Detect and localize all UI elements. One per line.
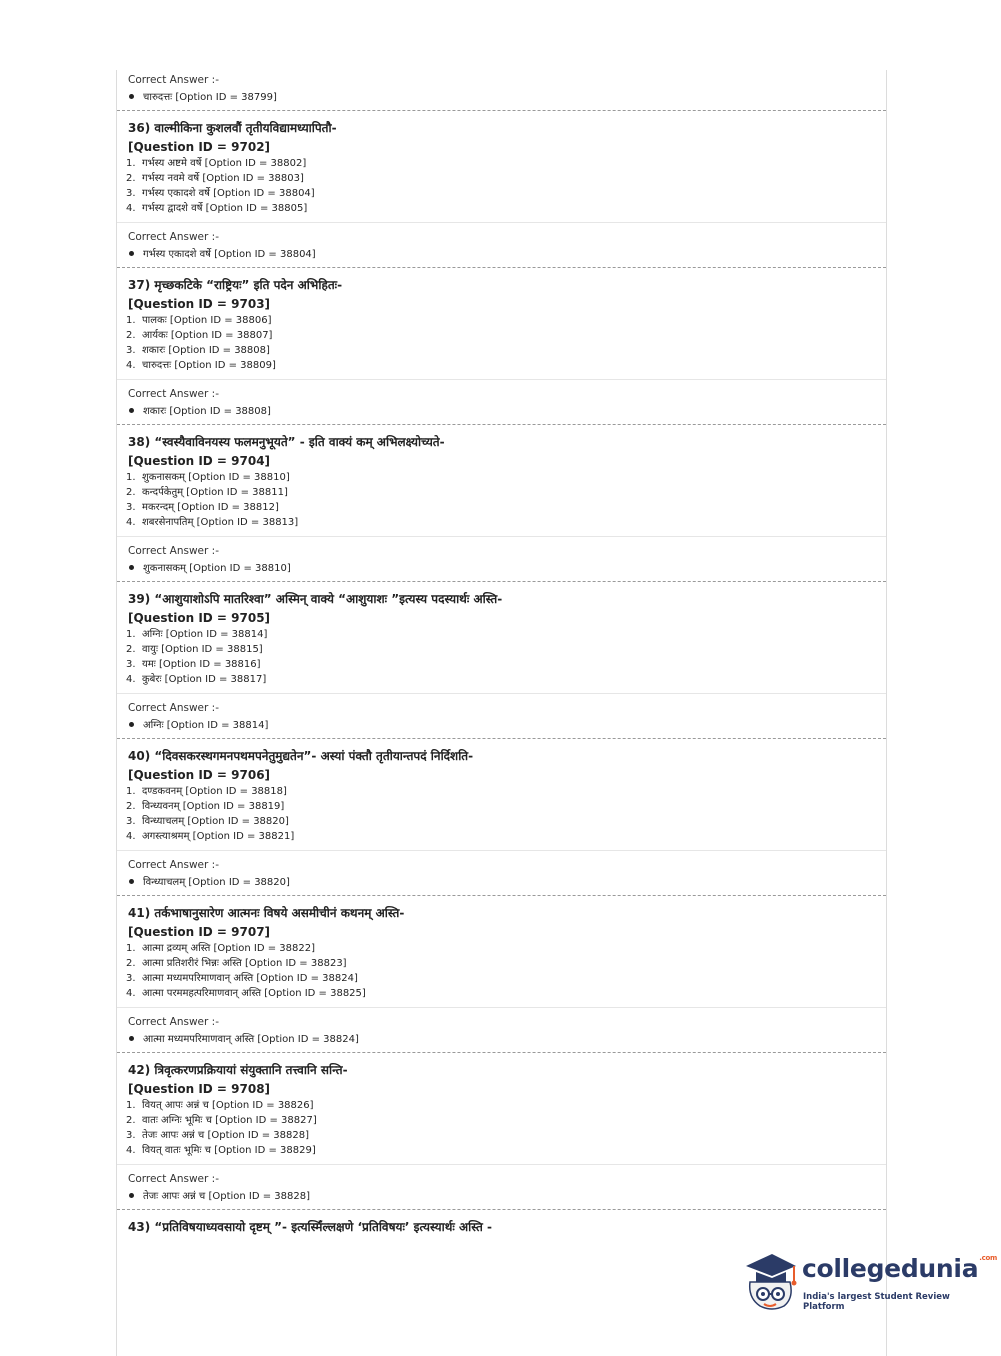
option-text: आत्मा द्रव्यम् अस्ति [Option ID = 38822]	[142, 943, 316, 954]
option-number: 2.	[126, 1115, 136, 1126]
document-page	[116, 70, 887, 1356]
question-id: [Question ID = 9708]	[128, 1082, 271, 1096]
option-text: गर्भस्य एकादशे वर्षे [Option ID = 38804]	[142, 188, 315, 199]
question-41	[117, 896, 886, 1007]
option-number: 3.	[126, 1130, 136, 1141]
correct-answer-label: Correct Answer :-	[128, 545, 219, 557]
answer-text: विन्ध्याचलम् [Option ID = 38820]	[143, 877, 290, 888]
bullet-icon	[129, 1193, 134, 1198]
correct-answer-label: Correct Answer :-	[128, 74, 219, 86]
option-item	[128, 201, 886, 216]
collegedunia-logo	[742, 1248, 997, 1312]
question-title: 36) वाल्मीकिना कुशलवौं तृतीयविद्यामध्यापितौ-	[128, 121, 337, 135]
option-number: 4.	[126, 988, 136, 999]
correct-answer: चारुदत्तः [Option ID = 38799]	[128, 89, 886, 106]
option-item	[128, 358, 886, 373]
option-item	[128, 672, 886, 687]
option-text: गर्भस्य नवमे वर्षे [Option ID = 38803]	[142, 173, 304, 184]
option-item	[128, 313, 886, 328]
option-text: शुकनासकम् [Option ID = 38810]	[142, 472, 290, 483]
answer-text: शुकनासकम् [Option ID = 38810]	[143, 563, 291, 574]
correct-answer-label: Correct Answer :-	[128, 1173, 219, 1185]
option-number: 1.	[126, 472, 136, 483]
option-text: अग्निः [Option ID = 38814]	[142, 629, 268, 640]
option-number: 3.	[126, 973, 136, 984]
question-id: [Question ID = 9707]	[128, 925, 271, 939]
option-number: 3.	[126, 345, 136, 356]
option-text: आर्यकः [Option ID = 38807]	[142, 330, 273, 341]
option-number: 4.	[126, 517, 136, 528]
correct-answer	[128, 403, 886, 420]
answer-block	[117, 537, 886, 581]
question-title: 37) मृच्छकटिके “राष्ट्रियः” इति पदेन अभिहितः-	[128, 278, 343, 292]
option-text: गर्भस्य द्वादशे वर्षे [Option ID = 38805]	[142, 203, 308, 214]
question-id: [Question ID = 9704]	[128, 454, 271, 468]
option-number: 4.	[126, 360, 136, 371]
option-item	[128, 171, 886, 186]
option-number: 3.	[126, 816, 136, 827]
answer-block	[117, 851, 886, 895]
option-text: मकरन्दम् [Option ID = 38812]	[142, 502, 279, 513]
correct-answer-label: Correct Answer :-	[128, 231, 219, 243]
option-text: गर्भस्य अष्टमे वर्षे [Option ID = 38802]	[142, 158, 307, 169]
bullet-icon	[129, 408, 134, 413]
option-text: विन्ध्याचलम् [Option ID = 38820]	[142, 816, 289, 827]
question-37	[117, 268, 886, 379]
correct-answer	[128, 717, 886, 734]
option-item	[128, 814, 886, 829]
option-text: विन्ध्यवनम् [Option ID = 38819]	[142, 801, 285, 812]
option-text: यमः [Option ID = 38816]	[142, 659, 261, 670]
option-number: 4.	[126, 831, 136, 842]
option-text: आत्मा मध्यमपरिमाणवान् अस्ति [Option ID = 38824]	[142, 973, 358, 984]
option-number: 1.	[126, 786, 136, 797]
option-number: 3.	[126, 659, 136, 670]
bullet-icon	[129, 1036, 134, 1041]
option-item	[128, 515, 886, 530]
question-title: 42) त्रिवृत्करणप्रक्रियायां संयुक्तानि तत्त्वानि सन्ति-	[128, 1063, 348, 1077]
option-number: 2.	[126, 958, 136, 969]
option-text: वातः अग्निः भूमिः च [Option ID = 38827]	[142, 1115, 317, 1126]
option-text: पालकः [Option ID = 38806]	[142, 315, 272, 326]
option-item	[128, 156, 886, 171]
option-item	[128, 485, 886, 500]
bullet-icon	[129, 879, 134, 884]
option-item	[128, 941, 886, 956]
correct-answer	[128, 1031, 886, 1048]
question-title: 38) “स्वस्यैवाविनयस्य फलमनुभूयते” - इति वाक्यं कम् अभिलक्ष्योच्यते-	[128, 435, 445, 449]
option-item	[128, 986, 886, 1001]
option-item	[128, 1113, 886, 1128]
option-text: शकारः [Option ID = 38808]	[142, 345, 270, 356]
answer-block-35	[117, 70, 886, 110]
question-title: 43) “प्रतिविषयाध्यवसायो दृष्टम् ”- इत्यस्मिँल्लक्षणे ‘प्रतिविषयः’ इत्यस्यार्थः अस्ति -	[128, 1220, 492, 1234]
answer-block	[117, 1008, 886, 1052]
answer-text: आत्मा मध्यमपरिमाणवान् अस्ति [Option ID = 38824]	[143, 1034, 359, 1045]
option-number: 3.	[126, 188, 136, 199]
correct-answer	[128, 246, 886, 263]
answer-text: शकारः [Option ID = 38808]	[143, 406, 271, 417]
option-item	[128, 1128, 886, 1143]
option-text: अगस्त्याश्रमम् [Option ID = 38821]	[142, 831, 295, 842]
option-text: शबरसेनापतिम् [Option ID = 38813]	[142, 517, 299, 528]
option-number: 2.	[126, 487, 136, 498]
option-number: 2.	[126, 330, 136, 341]
option-text: आत्मा प्रतिशरीरं भिन्नः अस्ति [Option ID = 38823]	[142, 958, 347, 969]
option-number: 1.	[126, 1100, 136, 1111]
question-title: 39) “आशुयाशोऽपि मातरिश्वा” अस्मिन् वाक्ये “आशुयाशः ”इत्यस्य पदस्यार्थः अस्ति-	[128, 592, 503, 606]
question-title: 41) तर्कभाषानुसारेण आत्मनः विषये असमीचीनं कथनम् अस्ति-	[128, 906, 405, 920]
option-item	[128, 829, 886, 844]
option-number: 2.	[126, 801, 136, 812]
mascot-icon	[742, 1252, 798, 1310]
correct-answer-label: Correct Answer :-	[128, 388, 219, 400]
option-text: वायुः [Option ID = 38815]	[142, 644, 263, 655]
option-item	[128, 956, 886, 971]
correct-answer	[128, 1188, 886, 1205]
question-id: [Question ID = 9703]	[128, 297, 271, 311]
option-number: 2.	[126, 644, 136, 655]
option-item	[128, 799, 886, 814]
option-item	[128, 328, 886, 343]
correct-answer	[128, 560, 886, 577]
option-item	[128, 186, 886, 201]
option-item	[128, 343, 886, 358]
bullet-icon	[129, 94, 134, 99]
question-38	[117, 425, 886, 536]
option-text: कन्दर्पकेतुम् [Option ID = 38811]	[142, 487, 288, 498]
logo-brand: collegedunia$^{.com}$	[802, 1254, 997, 1283]
bullet-icon	[129, 565, 134, 570]
correct-answer	[128, 874, 886, 891]
option-number: 4.	[126, 1145, 136, 1156]
option-text: तेजः आपः अन्नं च [Option ID = 38828]	[142, 1130, 310, 1141]
question-42	[117, 1053, 886, 1164]
answer-block	[117, 380, 886, 424]
option-item	[128, 971, 886, 986]
answer-block	[117, 694, 886, 738]
option-number: 2.	[126, 173, 136, 184]
option-item	[128, 1143, 886, 1158]
option-number: 1.	[126, 943, 136, 954]
option-text: चारुदत्तः [Option ID = 38809]	[142, 360, 276, 371]
option-item	[128, 657, 886, 672]
option-text: वियत् वातः भूमिः च [Option ID = 38829]	[142, 1145, 316, 1156]
question-36	[117, 111, 886, 222]
correct-answer-label: Correct Answer :-	[128, 859, 219, 871]
question-43	[117, 1210, 886, 1243]
answer-block	[117, 223, 886, 267]
option-number: 1.	[126, 629, 136, 640]
option-number: 1.	[126, 315, 136, 326]
question-id: [Question ID = 9706]	[128, 768, 271, 782]
correct-answer-label: Correct Answer :-	[128, 1016, 219, 1028]
answer-text: गर्भस्य एकादशे वर्षे [Option ID = 38804]	[143, 249, 316, 260]
option-item	[128, 1098, 886, 1113]
question-id: [Question ID = 9705]	[128, 611, 271, 625]
option-item	[128, 470, 886, 485]
option-text: वियत् आपः अन्नं च [Option ID = 38826]	[142, 1100, 314, 1111]
option-number: 4.	[126, 674, 136, 685]
bullet-icon	[129, 251, 134, 256]
logo-tagline: India's largest Student Review Platform	[803, 1292, 950, 1312]
question-id: [Question ID = 9702]	[128, 140, 271, 154]
option-text: कुबेरः [Option ID = 38817]	[142, 674, 267, 685]
option-item	[128, 627, 886, 642]
question-39	[117, 582, 886, 693]
option-text: आत्मा परममहत्परिमाणवान् अस्ति [Option ID = 38825]	[142, 988, 366, 999]
option-item	[128, 784, 886, 799]
option-item	[128, 500, 886, 515]
option-number: 1.	[126, 158, 136, 169]
option-text: दण्डकवनम् [Option ID = 38818]	[142, 786, 287, 797]
bullet-icon	[129, 722, 134, 727]
option-number: 4.	[126, 203, 136, 214]
answer-text: अग्निः [Option ID = 38814]	[143, 720, 269, 731]
answer-block	[117, 1165, 886, 1209]
correct-answer-label: Correct Answer :-	[128, 702, 219, 714]
option-item	[128, 642, 886, 657]
answer-text: तेजः आपः अन्नं च [Option ID = 38828]	[143, 1191, 311, 1202]
question-title: 40) “दिवसकरस्थगमनपथमपनेतुमुद्यतेन”- अस्यां पंक्तौ तृतीयान्तपदं निर्दिशति-	[128, 749, 474, 763]
option-number: 3.	[126, 502, 136, 513]
question-40	[117, 739, 886, 850]
